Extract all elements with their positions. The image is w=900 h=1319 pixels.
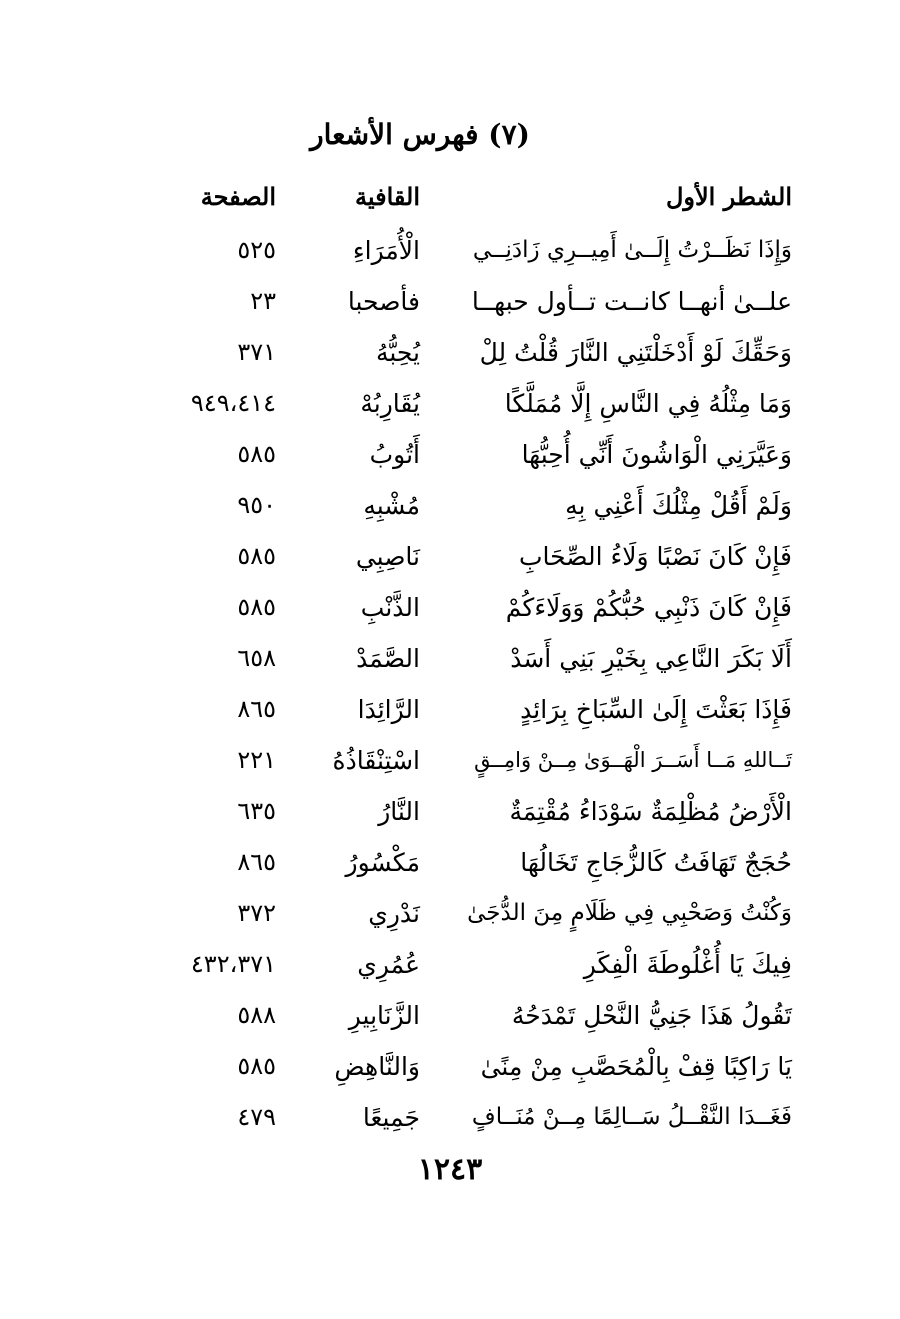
table-row <box>0 633 900 684</box>
verse-cell: علــىٰ أنهــا كانــت تــأول حبهــا <box>471 287 792 316</box>
table-row <box>0 1041 900 1092</box>
table-row <box>0 327 900 378</box>
verse-cell: فَإِذَا بَعَثْتَ إِلَىٰ السِّبَاخِ بِرَائِدٍ <box>520 695 792 724</box>
verse-cell: فَغَــدَا النَّقْــلُ سَــالِمًا مِــنْ مُنَــافٍ <box>471 1104 792 1130</box>
verse-cell: تَــاللهِ مَــا أَسَــرَ الْهَــوَىٰ مِــنْ وَامِــقٍ <box>474 748 792 772</box>
table-row <box>0 429 900 480</box>
page-cell: ٥٨٥ <box>237 1052 276 1080</box>
verse-cell: وَعَيَّرَنِي الْوَاشُونَ أَنِّي أُحِبُّهَا <box>521 440 792 469</box>
rhyme-cell: وَالنَّاهِضِ <box>334 1052 420 1081</box>
table-row <box>0 378 900 429</box>
table-row <box>0 786 900 837</box>
table-row <box>0 225 900 276</box>
table-row <box>0 276 900 327</box>
page-cell: ٢٢١ <box>237 746 276 774</box>
page-cell: ٥٨٥ <box>237 542 276 570</box>
rhyme-cell: النَّارُ <box>378 797 420 826</box>
page-cell: ٩٤٩،٤١٤ <box>190 389 276 417</box>
header-first-hemistich: الشطر الأول <box>665 182 792 211</box>
header-rhyme: القافية <box>354 182 420 211</box>
rhyme-cell: مُشْبِهِ <box>363 491 420 520</box>
page-cell: ٣٧٢ <box>237 899 276 927</box>
page-cell: ٥٨٥ <box>237 440 276 468</box>
page-cell: ٥٢٥ <box>237 236 276 264</box>
page-cell: ٢٣ <box>250 287 276 315</box>
page-cell: ٥٨٥ <box>237 593 276 621</box>
rhyme-cell: اسْتِنْقَاذُهُ <box>332 746 420 775</box>
page-cell: ٥٨٨ <box>237 1001 276 1029</box>
page-cell: ٨٦٥ <box>237 695 276 723</box>
verse-cell: فَإِنْ كَانَ ذَنْبِي حُبُّكُمْ وَوَلَاءَكُمْ <box>505 593 792 622</box>
verse-cell: وَإِذَا نَظَــرْتُ إِلَــىٰ أَمِيــرِي زَادَنِــي <box>472 237 792 263</box>
page-cell: ٦٣٥ <box>237 797 276 825</box>
verse-cell: حُجَجٌ تَهَافَتُ كَالزُّجَاجِ تَخَالُهَا <box>520 848 792 877</box>
table-row <box>0 582 900 633</box>
rhyme-cell: مَكْسُورُ <box>345 848 420 877</box>
rhyme-cell: الرَّائِدَا <box>357 695 420 724</box>
page-number: ١٢٤٣ <box>417 1152 483 1187</box>
table-row <box>0 1092 900 1143</box>
table-header-row <box>0 171 900 222</box>
rhyme-cell: الزَّنَابِيرِ <box>348 1001 420 1030</box>
table-row <box>0 990 900 1041</box>
verse-cell: وَحَقِّكَ لَوْ أَدْخَلْتَنِي النَّارَ قُلْتُ لِلْ <box>479 338 792 367</box>
table-row <box>0 684 900 735</box>
rhyme-cell: نَدْرِي <box>368 899 420 928</box>
page-cell: ٦٥٨ <box>237 644 276 672</box>
verse-cell: وَكُنْتُ وَصَحْبِي فِي ظَلَامٍ مِنَ الدُّجَىٰ <box>467 900 792 926</box>
page-cell: ٣٧١ <box>237 338 276 366</box>
rhyme-cell: فأصحبا <box>347 287 420 316</box>
rhyme-cell: جَمِيعًا <box>362 1103 420 1132</box>
rhyme-cell: يُقَارِبُهْ <box>360 389 420 418</box>
rhyme-cell: نَاصِبِي <box>355 542 420 571</box>
verse-cell: يَا رَاكِبًا قِفْ بِالْمُحَصَّبِ مِنْ مِنًىٰ <box>480 1052 792 1081</box>
table-row <box>0 888 900 939</box>
header-page: الصفحة <box>200 182 276 211</box>
rhyme-cell: أَتُوبُ <box>369 440 420 469</box>
table-row <box>0 735 900 786</box>
rhyme-cell: عُمُرِي <box>357 950 420 979</box>
verse-cell: فَإِنْ كَانَ نَصْبًا وَلَاءُ الصِّحَابِ <box>518 542 792 571</box>
rhyme-cell: الصَّمَدْ <box>356 644 420 673</box>
verse-cell: فِيكَ يَا أُغْلُوطَةَ الْفِكَرِ <box>583 950 792 979</box>
table-row <box>0 837 900 888</box>
verse-cell: تَقُولُ هَذَا جَنِيُّ النَّحْلِ تَمْدَحُهُ <box>511 1001 792 1030</box>
verse-cell: وَلَمْ أَقُلْ مِثْلُكَ أَعْنِي بِهِ <box>565 491 792 520</box>
section-title: (٧) فهرس الأشعار <box>310 118 530 151</box>
verse-cell: الْأَرْضُ مُظْلِمَةٌ سَوْدَاءُ مُقْتِمَةٌ <box>509 797 792 826</box>
page-cell: ٤٣٢،٣٧١ <box>190 950 276 978</box>
table-row <box>0 480 900 531</box>
rhyme-cell: الْأُمَرَاءِ <box>352 236 420 265</box>
page-cell: ٨٦٥ <box>237 848 276 876</box>
verse-cell: أَلَا بَكَرَ النَّاعِي بِخَيْرِ بَنِي أَسَدْ <box>510 644 792 673</box>
verse-cell: وَمَا مِثْلُهُ فِي النَّاسِ إِلَّا مُمَلَّكًا <box>504 389 792 418</box>
rhyme-cell: الذَّنْبِ <box>360 593 420 622</box>
table-row <box>0 939 900 990</box>
rhyme-cell: يُحِبُّهُ <box>375 338 420 367</box>
page-cell: ٤٧٩ <box>237 1103 276 1131</box>
table-row <box>0 531 900 582</box>
page-cell: ٩٥٠ <box>237 491 276 519</box>
